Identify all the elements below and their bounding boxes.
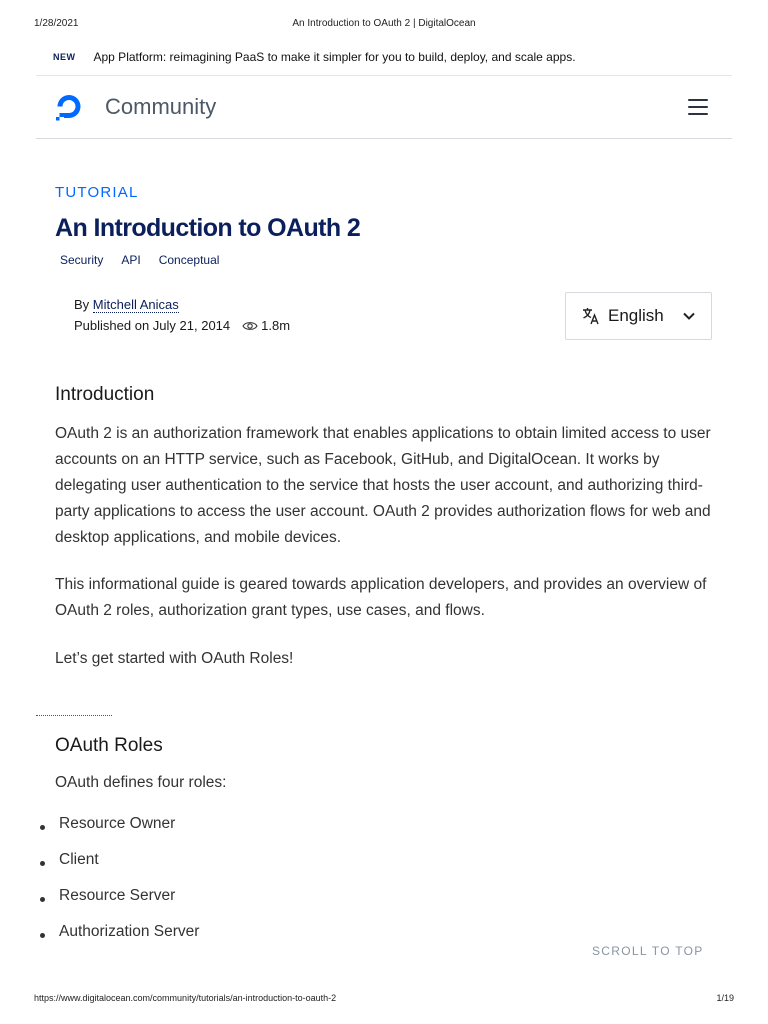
print-footer: [34, 993, 734, 1005]
print-date: 1/28/2021: [34, 18, 79, 29]
community-brand[interactable]: Community: [105, 94, 217, 119]
divider: [36, 138, 732, 139]
promo-banner[interactable]: [53, 48, 734, 66]
section-heading-introduction: Introduction: [55, 384, 155, 405]
list-item: Resource Server: [38, 887, 199, 923]
new-badge: NEW: [53, 52, 76, 62]
print-header: [34, 18, 734, 32]
navbar: [36, 76, 732, 138]
language-selected: English: [608, 306, 664, 325]
hamburger-menu-icon[interactable]: [688, 99, 708, 115]
divider: [36, 715, 112, 716]
byline-prefix: By: [74, 297, 90, 312]
tag-api[interactable]: API: [121, 253, 141, 267]
tag-list: [60, 253, 219, 267]
list-item: Client: [38, 851, 199, 887]
intro-paragraph: OAuth 2 is an authorization framework that enables applications to obtain limited access to user accounts on an HTTP service, such as Facebook, GitHub, and DigitalOcean. It works by delegating user authentication to the service that hosts the user account, and authorizing third-party applications to access the user account. OAuth 2 provides authorization flows for web and desktop applications, and mobile devices.: [55, 425, 711, 546]
list-item: Authorization Server: [38, 923, 199, 959]
list-item: Resource Owner: [38, 815, 199, 851]
publish-info: [74, 318, 290, 333]
roles-list: [38, 815, 199, 959]
print-page-number: 1/19: [716, 993, 734, 1003]
tutorial-kicker: TUTORIAL: [55, 184, 139, 201]
print-url: https://www.digitalocean.com/community/tutorials/an-introduction-to-oauth-2: [34, 993, 337, 1003]
author-link[interactable]: Mitchell Anicas: [92, 297, 179, 312]
intro-paragraph: This informational guide is geared towards application developers, and provides an overview of OAuth 2 roles, authorization grant types, use cases, and flows.: [55, 576, 707, 619]
published-label: Published on: [74, 318, 150, 333]
section-heading-oauth-roles: OAuth Roles: [55, 735, 163, 756]
translate-icon: [581, 306, 601, 326]
page-title: An Introduction to OAuth 2: [55, 214, 361, 242]
tag-conceptual[interactable]: Conceptual: [158, 253, 220, 267]
digitalocean-logo-icon[interactable]: [54, 92, 84, 122]
eye-icon: [242, 320, 258, 332]
byline: [74, 297, 179, 312]
promo-text[interactable]: App Platform: reimagining PaaS to make it simpler for you to build, deploy, and scale apps.: [93, 50, 576, 64]
scroll-to-top-button[interactable]: SCROLL TO TOP: [592, 944, 704, 958]
roles-lead: OAuth defines four roles:: [55, 774, 227, 791]
print-page-title: An Introduction to OAuth 2 | DigitalOcean: [292, 18, 476, 29]
chevron-down-icon: [682, 309, 696, 323]
published-date: July 21, 2014: [152, 318, 231, 333]
language-selector[interactable]: [565, 292, 712, 340]
tag-security[interactable]: Security: [60, 253, 104, 267]
view-count: 1.8m: [261, 318, 291, 333]
intro-paragraph: Let’s get started with OAuth Roles!: [55, 650, 294, 667]
